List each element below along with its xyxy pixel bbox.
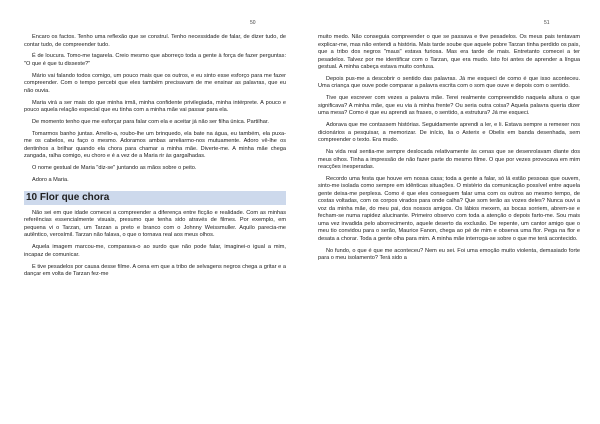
paragraph: De momento tenho que me esforçar para falar com ela e aceitar já não ser filha única. Partilhar. bbox=[32, 119, 269, 126]
paragraph: Maria virá a ser mais do que minha irmã, minha confidente privilegiada, minha intérprete. A pouco e pouco aquela relação especial que eu tinha com a minha mãe vai passar para ela. bbox=[24, 99, 286, 114]
paragraph: Tomarmos banho juntas. Arrelio-a, roubo-lhe um brinquedo, ela bate na água, eu também, ela puxa-me os cabelos, eu faço o mesmo. Adoramos ambas arreliarmo-nos mutuamente. Adoro vê-lhe os dentinhos a brilhar quando ela chora para chamar a minha mãe. Diverte-me. A minha mãe chega zangada, ralha comigo, eu choro e é a vez de a Maria rir às gargalhadas. bbox=[24, 130, 286, 160]
paragraph: É de loucura. Tomo-me tagarela. Creio mesmo que aborreço toda a gente à força de fazer perguntas: "O que é que tu disseste?" bbox=[24, 53, 286, 67]
right-page bbox=[318, 0, 580, 424]
section-heading: 10 Flor que chora bbox=[24, 191, 286, 205]
paragraph: Tive que escrever com vezes a palavra mãe. Terei realmente compreendido naquela altura o que significava? A minha mãe, que eu via à minha frente? Ou seria outra coisa? Aquela palavra queria dizer uma mesa? Como é que eu aprendi as frases, o sentido, a estrutura? Já me esqueci. bbox=[318, 95, 580, 117]
paragraph: E tive pesadelos por causa desse filme. A cena em que a tribo de selvagens negros chega a gritar e a dançar em volta de Tarzan fez-me bbox=[24, 263, 286, 278]
paragraph: Adorava que me contassem histórias. Seguidamente aprendi a ler, e li. Estava sempre a remexer nos dicionários a pesquisar, a memorizar. De início, lia o Asterix e Obelix em banda desenhada, sem compreender o texto. Era mudo. bbox=[318, 122, 580, 144]
paragraph: Na vida real sentia-me sempre deslocada relativamente às cenas que se desenrolavam diante dos meus olhos. Tinha a impressão de não fazer parte do mesmo filme. O que por vezes provocava em mim reacções inesperadas. bbox=[318, 149, 580, 171]
paragraph: No fundo, o que é que me aconteceu? Nem eu sei. Foi uma emoção muito violenta, demasiado forte para o meu isolamento? Terá sido a bbox=[318, 247, 580, 262]
paragraph: Encaro os factos. Tenho uma reflexão que se construí. Tenho necessidade de falar, de dizer tudo, de contar tudo, de compreender tudo. bbox=[24, 34, 286, 48]
paragraph: Mário vai falando todos comigo, um pouco mais que os outros, e eu sinto esse esforço para me fazer compreender. Com o tempo percebi que eles também precisavam de me ensinar as palavras, que eu não ouvia. bbox=[24, 72, 286, 94]
paragraph: Recordo uma festa que houve em nossa casa; toda a gente a falar, só lá estão pessoas que ouvem, sinto-me isolada como sempre em idênticas situações. O mistério da comunicação possível entre aquela gente deixa-me perplexa. Como é que eles conseguem falar uma com os outros ao mesmo tempo, de costas voltadas, com os corpos virados para onde calha? Que som terão as vozes deles? Nunca ouvi a voz da minha mãe, do meu pai, dos nossos amigos. Os lábios mexem, as bocas sorriem, abrem-se e fecham-se numa rapidez alucinante. Primeiro observo com toda a atenção o depois farto-me. Sou mais uma vez invadida pelo aborrecimento, aquele deserto da exclusão. De repente, um cantor amigo que o meu tio convidou para o serão, Maurice Fanon, chega ao pé de mim e observa uma flor. Pega na flor e desata a chorar. Toda a gente olha para mim. A minha mãe interroga-se sobre o que me terá acontecido. bbox=[318, 175, 580, 242]
page-body bbox=[24, 34, 286, 283]
page-number: 51 bbox=[544, 20, 550, 26]
paragraph: muito medo. Não conseguia compreender o que se passava e tive pesadelos. Os meus pais tentavam explicar-me, mas não entendi a história. Mais tarde soube que aquele pobre Tarzan tinha perdido os pais, que a tribo dos negros "maus" estava furiosa. Mas era tarde de mais. Entretanto comecei a ter pesadelos. Talvez por me identificar com o Tarzan, que era mudo. Isto foi antes de aprender a língua gestual. A minha cabeça estava muito confusa. bbox=[318, 34, 580, 70]
paragraph: Adoro a Maria. bbox=[32, 177, 69, 184]
page-body bbox=[318, 34, 580, 267]
paragraph: O nome gestual de Maria "diz-se" juntando as mãos sobre o peito. bbox=[32, 165, 197, 172]
paragraph: Não sei em que idade comecei a compreender a diferença entre ficção e realidade. Com as minhas referências essencialmente visuais, presumo que tenha sido através de filmes. Por exemplo, em pequena vi o Tarzan, um Tarzan a preto e branco com o Johnny Weissmuller. Aquilo parecia-me autêntico, verosímil. Tarzan não falava, o que o tornava real aos meus olhos. bbox=[24, 209, 286, 239]
paragraph: Depois pus-me a descobrir o sentido das palavras. Já me esqueci de como é que isso aconteceu. Uma criança que ouve pode comparar a palavra escrita com o som que ouve e depois com o sentido. bbox=[318, 75, 580, 90]
page-number: 50 bbox=[250, 20, 256, 26]
paragraph: Aquela imagem marcou-me, comparava-o ao surdo que não pode falar, imaginei-o igual a mim, incapaz de comunicar. bbox=[24, 244, 286, 258]
left-page bbox=[24, 0, 286, 424]
